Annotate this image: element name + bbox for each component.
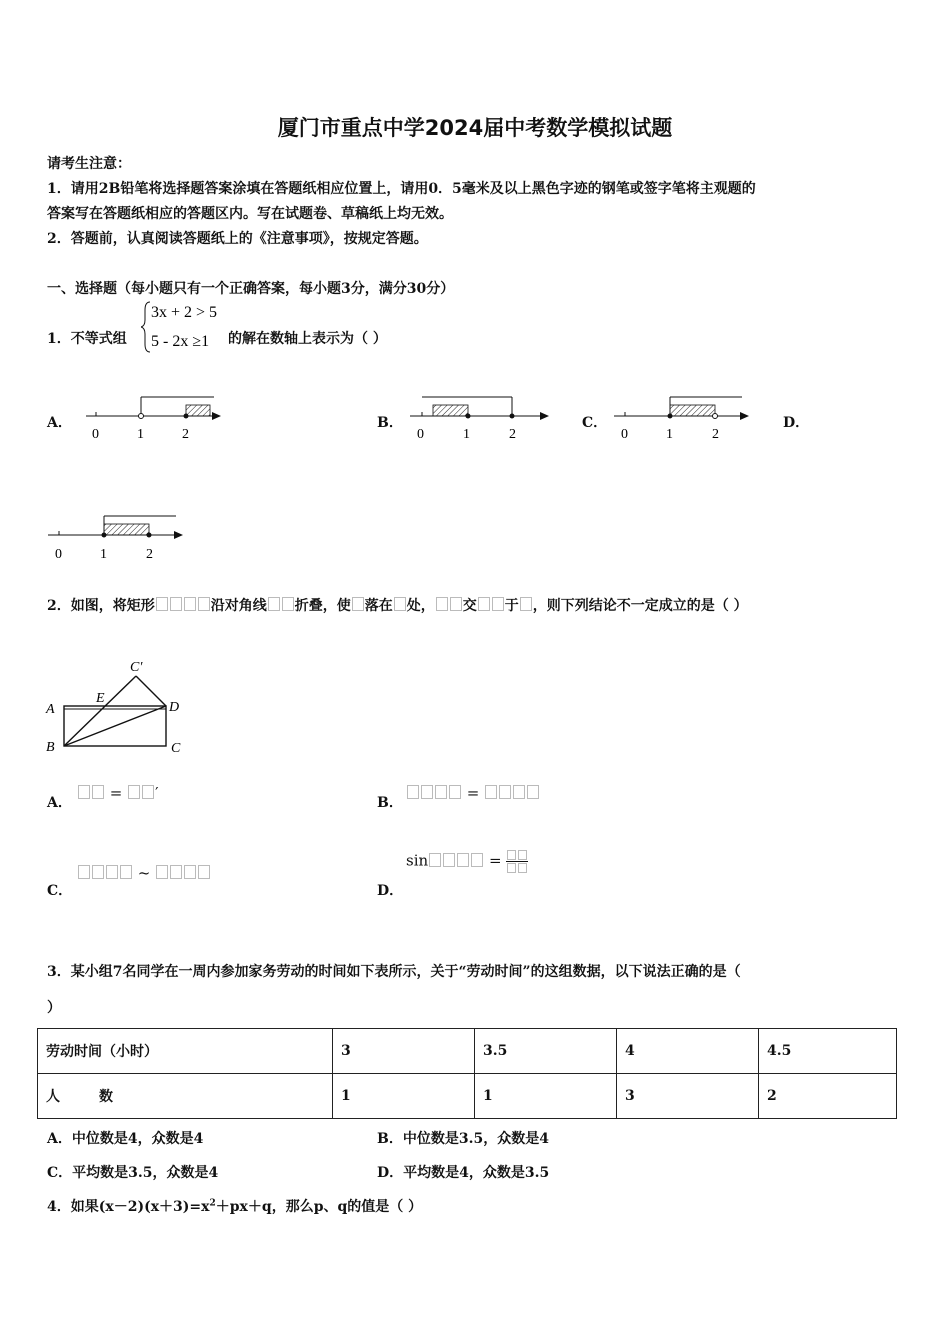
q2-text-7: 于 (504, 598, 519, 614)
sin-text: sin (406, 851, 429, 870)
q1-number-line-c (612, 393, 757, 445)
q1-number-line-a (84, 393, 224, 445)
q2-text-5: 处， (406, 598, 435, 614)
fraction (506, 850, 528, 873)
equals-sign: = (488, 851, 502, 870)
q2-option-c-formula (77, 864, 211, 882)
q4-exponent: 2 (209, 1198, 216, 1209)
table-cell: 4.5 (759, 1029, 897, 1074)
q1-option-d-label: D． (783, 415, 810, 431)
equals-sign: = (466, 784, 480, 802)
label-a: A (46, 702, 55, 717)
table-row (38, 1074, 897, 1119)
notice-line-2: 2．答题前，认真阅读答题纸上的《注意事项》，按规定答题。 (47, 231, 428, 247)
q1-a-tick-2: 2 (182, 427, 189, 442)
section-heading: 一、选择题（每小题只有一个正确答案，每小题3分，满分30分） (47, 281, 455, 297)
q2-option-d-label: D． (377, 883, 404, 899)
label-c: C (171, 741, 181, 756)
q1-inequality-system (141, 298, 231, 356)
q1-prefix: 1．不等式组 (47, 331, 127, 347)
q3-option-b: B．中位数是3.5，众数是4 (377, 1131, 549, 1147)
q1-suffix: 的解在数轴上表示为（ ） (228, 331, 387, 347)
table-cell: 人 数 (38, 1074, 333, 1119)
brace-icon (141, 302, 150, 352)
q1-d-tick-1: 1 (100, 547, 107, 562)
q1-b-tick-2: 2 (509, 427, 516, 442)
q2-option-c-label: C． (47, 883, 73, 899)
q1-d-tick-2: 2 (146, 547, 153, 562)
q2-text-6: 交 (462, 598, 477, 614)
q2-text-1: 2．如图，将矩形 (47, 598, 155, 614)
page-title: 厦门市重点中学2024届中考数学模拟试题 (277, 116, 673, 140)
q2-option-a-formula (77, 784, 159, 802)
q4-text (47, 1196, 422, 1216)
q3-option-d: D．平均数是4，众数是3.5 (377, 1165, 550, 1181)
label-e: E (96, 691, 105, 706)
q2-option-a-label: A． (47, 795, 72, 811)
table-cell: 1 (475, 1074, 617, 1119)
q2-text-3: 折叠，使 (294, 598, 351, 614)
q1-option-c-label: C． (582, 415, 608, 431)
label-d: D (169, 700, 180, 715)
q3-line-1: 3．某小组7名同学在一周内参加家务劳动的时间如下表所示，关于“劳动时间”的这组数据，以下说法正确的是（ (47, 964, 741, 980)
table-cell: 3 (617, 1074, 759, 1119)
q2-option-b-formula (406, 784, 540, 802)
equals-sign: = (109, 784, 123, 802)
q1-b-tick-1: 1 (463, 427, 470, 442)
notice-line-1a: 1．请用2B铅笔将选择题答案涂填在答题纸相应位置上，请用0．5毫米及以上黑色字迹的钢笔或签字笔将主观题的 (47, 181, 756, 197)
q2-text (47, 595, 748, 615)
q2-option-b-label: B． (377, 795, 403, 811)
q1-b-tick-0: 0 (417, 427, 424, 442)
table-cell: 4 (617, 1029, 759, 1074)
table-cell: 2 (759, 1074, 897, 1119)
q1-option-a-label: A． (47, 415, 72, 431)
q3-data-table (37, 1028, 897, 1119)
label-b: B (46, 740, 55, 755)
q1-d-tick-0: 0 (55, 547, 62, 562)
notice-heading: 请考生注意： (47, 156, 131, 172)
q2-text-2: 沿对角线 (210, 598, 267, 614)
label-c-prime: C′ (130, 660, 143, 675)
similar-sign: ~ (137, 864, 151, 882)
q2-text-4: 落在 (364, 598, 393, 614)
q2-option-d-formula (406, 850, 528, 873)
q1-inequality-2: 5 - 2x ≥1 (151, 333, 210, 350)
q1-c-tick-0: 0 (621, 427, 628, 442)
q3-option-c: C．平均数是3.5，众数是4 (47, 1165, 219, 1181)
q2-figure (42, 656, 192, 760)
q3-line-2: ） (47, 1000, 61, 1016)
table-row (38, 1029, 897, 1074)
q1-a-tick-0: 0 (92, 427, 99, 442)
q1-c-tick-1: 1 (666, 427, 673, 442)
q1-option-b-label: B． (377, 415, 403, 431)
table-cell: 3 (333, 1029, 475, 1074)
q4-suffix: ＋px＋q，那么p、q的值是（ ） (215, 1199, 423, 1215)
table-cell: 劳动时间（小时） (38, 1029, 333, 1074)
table-cell: 1 (333, 1074, 475, 1119)
prime-mark: ′ (155, 784, 159, 802)
q1-number-line-d (46, 510, 191, 562)
q1-number-line-b (408, 393, 553, 445)
q1-c-tick-2: 2 (712, 427, 719, 442)
table-cell: 3.5 (475, 1029, 617, 1074)
q4-prefix: 4．如果(x－2)(x＋3)=x (47, 1199, 210, 1215)
q1-inequality-1: 3x + 2 > 5 (151, 304, 218, 321)
notice-line-1b: 答案写在答题纸相应的答题区内。写在试题卷、草稿纸上均无效。 (47, 206, 453, 222)
q3-option-a: A．中位数是4，众数是4 (47, 1131, 204, 1147)
q1-a-tick-1: 1 (137, 427, 144, 442)
q2-text-8: ，则下列结论不一定成立的是（ ） (532, 598, 748, 614)
